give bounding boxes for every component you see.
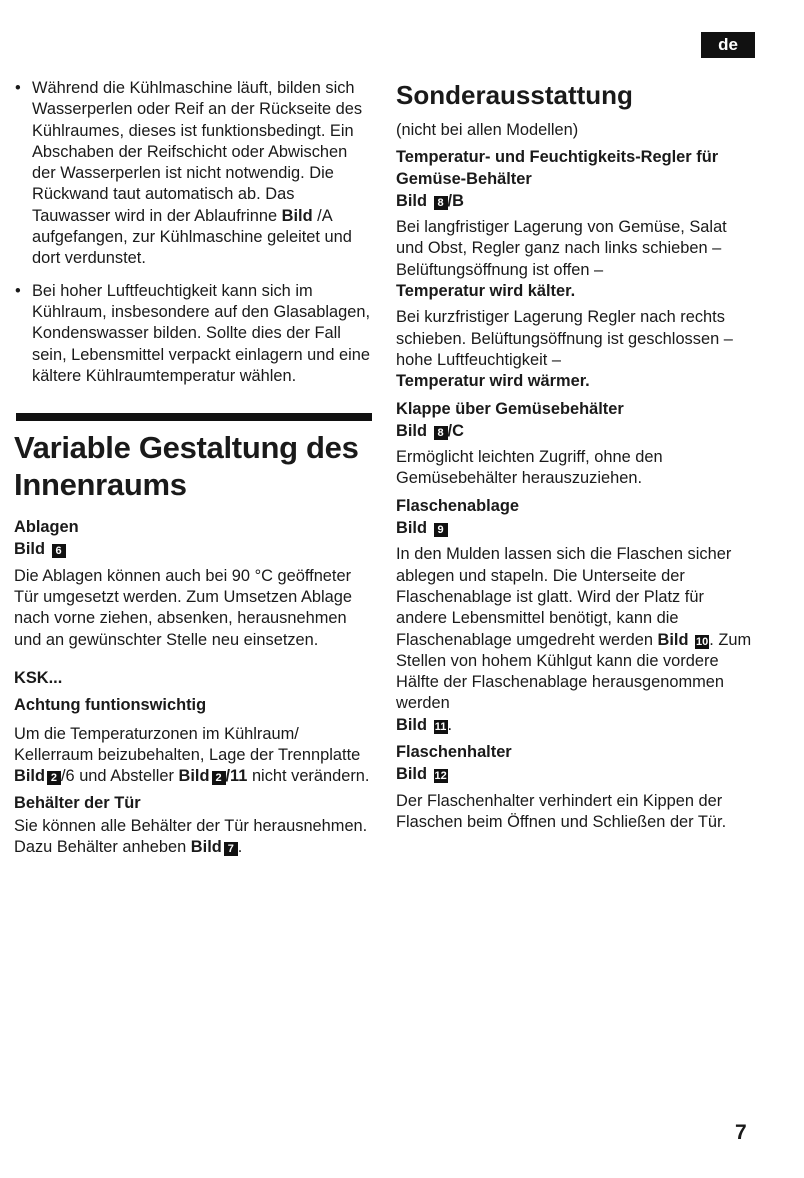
bullet-item xyxy=(14,281,374,387)
figure-ref-label: Bild xyxy=(657,630,689,649)
figure-number-badge: 12 xyxy=(434,770,447,783)
figure-ref-suffix: /C xyxy=(447,421,464,440)
regler-text-2 xyxy=(396,307,756,392)
achtung-heading: Achtung funtionswichtig xyxy=(14,696,207,715)
figure-number-badge: 8 xyxy=(434,196,448,210)
achtung-text-end: nicht verändern. xyxy=(247,767,370,786)
flaschenablage-heading: Flaschenablage xyxy=(396,496,519,515)
regler-text-body: Bei langfristiger Lagerung von Gemüse, Salat und Obst, Regler ganz nach links schieben – Belüftungsöffnung ist offen – xyxy=(396,218,727,279)
regler-text-1 xyxy=(396,217,756,302)
figure-number-badge: 2 xyxy=(47,771,61,785)
achtung-text-start: Um die Temperaturzonen im Kühlraum/ Kellerraum beizubehalten, Lage der Trennplatte xyxy=(14,724,361,764)
figure-number-badge: 7 xyxy=(224,842,238,856)
ablagen-heading: Ablagen xyxy=(14,518,79,537)
flaschenhalter-heading: Flaschenhalter xyxy=(396,743,512,762)
section-title: Variable Gestaltung des Innenraums xyxy=(14,430,359,503)
language-badge: de xyxy=(701,32,755,58)
subtitle: (nicht bei allen Modellen) xyxy=(396,121,579,139)
figure-ref-label: Bild xyxy=(14,767,45,786)
section-divider xyxy=(16,413,372,421)
ksk-heading: KSK... xyxy=(14,668,63,687)
achtung-text-mid: /6 und Absteller xyxy=(60,767,174,786)
figure-ref-label: Bild xyxy=(190,838,222,857)
figure-number-badge: 10 xyxy=(696,635,709,648)
figure-number-badge: 8 xyxy=(434,426,448,440)
regler-emphasis: Temperatur wird wärmer. xyxy=(396,372,590,391)
figure-ref-suffix: /11 xyxy=(225,767,248,786)
page-number: 7 xyxy=(735,1121,747,1144)
regler-text-body: Bei kurzfristiger Lagerung Regler nach rechts schieben. Belüftungsöffnung ist geschlossen – hohe Luftfeuchtigkeit – xyxy=(396,308,733,369)
figure-number-badge: 11 xyxy=(434,720,447,733)
figure-ref-label: Bild xyxy=(396,765,427,784)
achtung-text xyxy=(14,724,374,788)
regler-emphasis: Temperatur wird kälter. xyxy=(396,282,576,301)
klappe-heading: Klappe über Gemüsebehälter xyxy=(396,399,624,418)
flaschenhalter-text: Der Flaschenhalter verhindert ein Kippen der Flaschen beim Öffnen und Schließen der Tür. xyxy=(396,791,727,831)
flaschenablage-text-body: . Zum Stellen von hohem Kühlgut kann die vordere Hälfte der Flaschenablage herausgenommen werden xyxy=(396,630,752,713)
figure-ref-label: Bild xyxy=(396,191,427,210)
ablagen-text: Die Ablagen können auch bei 90 °C geöffneter Tür umgesetzt werden. Zum Umsetzen Ablage nach vorne ziehen, absenken, herausnehmen und an gewünschter Stelle neu einsetzen. xyxy=(14,566,352,649)
flaschenablage-text-body: In den Mulden lassen sich die Flaschen sicher ablegen und stapeln. Die Unterseite der Flaschenablage ist glatt. Wird der Platz für andere Lebensmittel benötigt, kann die Flaschenablage umgedreht werden xyxy=(396,545,732,649)
bullet-list xyxy=(14,78,374,387)
bullet-text-end: /A aufgefangen, zur Kühlmaschine geleitet und dort verdunstet. xyxy=(32,206,352,268)
behaelter-text: Sie können alle Behälter der Tür herausnehmen. Dazu Behälter anheben Bild 7 . xyxy=(14,816,368,857)
figure-ref-label: Bild xyxy=(281,206,313,225)
figure-ref-suffix: /B xyxy=(447,191,464,210)
right-column xyxy=(396,78,756,838)
figure-ref-label: Bild xyxy=(396,421,427,440)
klappe-text: Ermöglicht leichten Zugriff, ohne den Gemüsebehälter herauszuziehen. xyxy=(396,448,663,488)
figure-number-badge: 9 xyxy=(434,523,448,537)
figure-ref-label: Bild xyxy=(396,715,427,734)
figure-ref-label: Bild xyxy=(14,540,45,559)
behaelter-text-body: Sie können alle Behälter der Tür herausnehmen. Dazu Behälter anheben xyxy=(14,816,368,857)
bullet-item xyxy=(14,78,374,270)
behaelter-heading: Behälter der Tür xyxy=(14,794,141,813)
section-title: Sonderausstattung xyxy=(396,80,633,110)
regler-heading: Temperatur- und Feuchtigkeits-Regler für Gemüse-Behälter xyxy=(396,148,719,188)
figure-ref-label: Bild xyxy=(178,767,210,786)
bullet-text: Bei hoher Luftfeuchtigkeit kann sich im Kühlraum, insbesondere auf den Glasablagen, Kondenswasser bilden. Sollte dies der Fall sein, Lebensmittel verpackt einlagern und eine kältere Kühlraumtemperatur wählen. xyxy=(32,281,371,385)
bullet-text: Während die Kühlmaschine läuft, bilden sich Wasserperlen oder Reif an der Rückseite des Kühlraumes, dieses ist funktionsbedingt. Ein Abschaben der Reifschicht oder Abwischen der Wasserperlen ist nicht notwendig. Die Rückwand taut automatisch ab. Das Tauwasser wird in der Ablaufrinne xyxy=(32,79,363,225)
flaschenablage-text: In den Mulden lassen sich die Flaschen sicher ablegen und stapeln. Die Unterseite der Flaschenablage ist glatt. Wird der Platz für andere Lebensmittel benötigt, kann die Flaschenablage umgedreht werden Bild 10. Zum Stellen von hohem Kühlgut kann die vordere Hälfte der Flaschenablage herausgenommen werden Bild 11. xyxy=(396,545,752,734)
figure-number-badge: 6 xyxy=(52,544,66,558)
left-column xyxy=(14,78,374,863)
figure-number-badge: 2 xyxy=(212,771,226,785)
figure-ref-label: Bild xyxy=(396,519,427,538)
